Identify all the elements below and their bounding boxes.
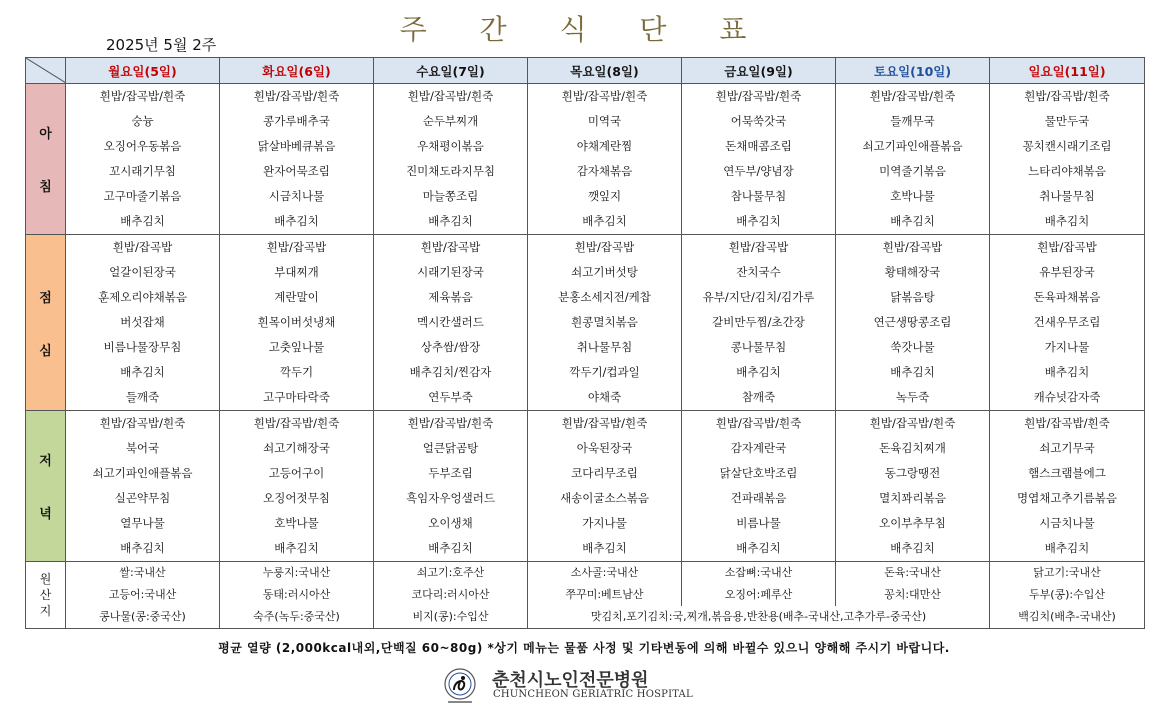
menu-item: 배추김치 — [736, 365, 781, 379]
menu-item: 돈육파채볶음 — [1033, 290, 1101, 304]
menu-item: 감자계란국 — [730, 441, 787, 455]
menu-item: 어묵쑥갓국 — [730, 114, 787, 128]
menu-item: 흰밥/잡곡밥 — [112, 240, 173, 254]
menu-item: 시금치나물 — [268, 189, 325, 203]
menu-item: 흰밥/잡곡밥/흰죽 — [1024, 89, 1110, 103]
day-header: 목요일(8일) — [528, 58, 682, 84]
menu-item: 고구마타락죽 — [263, 390, 330, 404]
menu-item: 들깨무국 — [890, 114, 935, 128]
menu-cell — [682, 411, 836, 562]
menu-item: 돈육김치찌개 — [879, 441, 946, 455]
menu-item: 배추김치 — [1044, 541, 1090, 555]
meal-label-top: 아 — [39, 127, 52, 142]
day-header: 일요일(11일) — [990, 58, 1145, 84]
menu-item: 오징어우동볶음 — [103, 139, 182, 153]
menu-item: 배추김치 — [274, 214, 319, 228]
menu-cell — [836, 411, 990, 562]
menu-item: 흰밥/잡곡밥 — [1037, 240, 1097, 254]
origin-cell: 비지(콩):수입산 — [374, 606, 528, 629]
menu-item: 깻잎지 — [587, 189, 622, 203]
week-label: 2025년 5월 2주 — [106, 36, 217, 54]
menu-item: 감자채볶음 — [576, 164, 633, 178]
menu-cell — [220, 411, 374, 562]
menu-item: 흰밥/잡곡밥/흰죽 — [561, 89, 648, 103]
menu-item: 두부조림 — [428, 466, 473, 480]
menu-item: 제육볶음 — [428, 290, 473, 304]
menu-cell — [374, 235, 528, 411]
menu-item: 멕시칸샐러드 — [417, 315, 484, 329]
menu-item: 깍두기 — [279, 365, 314, 379]
origin-cell: 코다리:러시아산 — [374, 584, 528, 606]
menu-item: 오이부추무침 — [879, 516, 946, 530]
menu-item: 쇠고기해장국 — [263, 441, 330, 455]
menu-item: 배추김치 — [890, 541, 935, 555]
menu-item: 호박나물 — [274, 516, 319, 530]
menu-item: 흰밥/잡곡밥 — [266, 240, 327, 254]
origin-cell: 소사골:국내산 — [528, 562, 682, 585]
menu-item: 새송이굴소스볶음 — [560, 491, 649, 505]
menu-item: 실곤약무침 — [114, 491, 171, 505]
day-header-row — [26, 58, 1145, 84]
menu-item: 시금치나물 — [1039, 516, 1095, 530]
menu-item: 흰밥/잡곡밥/흰죽 — [715, 416, 802, 430]
meal-label — [26, 84, 66, 235]
menu-item: 야채죽 — [587, 390, 622, 404]
menu-item: 흰밥/잡곡밥/흰죽 — [561, 416, 648, 430]
menu-item: 햄스크램블에그 — [1028, 466, 1106, 480]
menu-item: 배추김치 — [274, 541, 319, 555]
menu-cell — [682, 235, 836, 411]
origin-cell: 돈육:국내산 — [836, 562, 990, 585]
menu-item: 배추김치 — [736, 541, 781, 555]
menu-item: 흰밥/잡곡밥/흰죽 — [407, 89, 494, 103]
menu-item: 비름나물장무침 — [103, 340, 182, 354]
menu-item: 얼갈이된장국 — [109, 265, 176, 279]
menu-item: 흰밥/잡곡밥 — [882, 240, 943, 254]
menu-cell — [528, 411, 682, 562]
menu-item: 흰밥/잡곡밥 — [420, 240, 481, 254]
menu-item: 참나물무침 — [730, 189, 787, 203]
menu-item: 배추김치 — [1044, 214, 1090, 228]
meal-label-top: 저 — [39, 454, 52, 469]
menu-item: 멸치꽈리볶음 — [879, 491, 946, 505]
menu-item: 깍두기/컵과일 — [569, 365, 640, 379]
menu-item: 배추김치 — [428, 214, 473, 228]
day-header: 화요일(6일) — [220, 58, 374, 84]
origin-cell: 꽁치:대만산 — [836, 584, 990, 606]
meal-label-bottom: 침 — [39, 180, 52, 195]
menu-item: 느타리야채볶음 — [1028, 164, 1106, 178]
menu-cell — [374, 84, 528, 235]
menu-item: 순두부찌개 — [422, 114, 479, 128]
menu-item: 흰목이버섯냉채 — [257, 315, 336, 329]
menu-item: 부대찌개 — [274, 265, 319, 279]
menu-item: 연두부/양념장 — [723, 164, 794, 178]
menu-item: 오징어젓무침 — [263, 491, 330, 505]
menu-item: 흰밥/잡곡밥/흰죽 — [869, 416, 956, 430]
menu-item: 배추김치 — [428, 541, 473, 555]
origin-label-char: 산 — [39, 588, 52, 602]
menu-item: 흰밥/잡곡밥/흰죽 — [99, 416, 186, 430]
menu-item: 상추쌈/쌈장 — [420, 340, 481, 354]
origin-cell: 소잡뼈:국내산 — [682, 562, 836, 585]
menu-item: 콩나물무침 — [730, 340, 787, 354]
menu-item: 잔치국수 — [736, 265, 781, 279]
meal-label-bottom: 녁 — [39, 507, 52, 522]
meal-label-bottom: 심 — [39, 343, 52, 359]
menu-item: 열무나물 — [120, 516, 165, 530]
menu-item: 고구마줄기볶음 — [103, 189, 182, 203]
menu-item: 흰밥/잡곡밥/흰죽 — [253, 89, 340, 103]
menu-item: 미역국 — [587, 114, 622, 128]
page-title: 주 간 식 단 표 — [399, 13, 769, 46]
menu-item: 쇠고기무국 — [1039, 441, 1095, 455]
menu-item: 황태해장국 — [884, 265, 941, 279]
menu-item: 배추김치 — [582, 541, 627, 555]
menu-item: 시래기된장국 — [417, 265, 484, 279]
menu-item: 북어국 — [125, 441, 160, 455]
menu-item: 돈채매콤조림 — [725, 139, 792, 153]
menu-item: 명엽채고추기름볶음 — [1017, 491, 1117, 505]
menu-cell — [374, 411, 528, 562]
menu-item: 연두부죽 — [428, 390, 473, 404]
menu-item: 물만두국 — [1044, 114, 1090, 128]
menu-item: 동그랑땡전 — [884, 466, 941, 480]
meal-label — [26, 411, 66, 562]
menu-item: 꼬시래기무침 — [109, 164, 176, 178]
menu-item: 배추김치 — [736, 214, 781, 228]
day-header: 금요일(9일) — [682, 58, 836, 84]
origin-cell: 쇠고기:호주산 — [374, 562, 528, 585]
origin-cell: 닭고기:국내산 — [990, 562, 1145, 585]
meal-label — [26, 235, 66, 411]
menu-item: 배추김치 — [120, 541, 165, 555]
menu-item: 캐슈넛감자죽 — [1033, 390, 1101, 404]
menu-item: 흰밥/잡곡밥/흰죽 — [715, 89, 802, 103]
calorie-note: 평균 열량 (2,000kcal내외,단백질 60~80g) *상기 메뉴는 물품 사정 및 기타변동에 의해 바뀔수 있으니 양해해 주시기 바랍니다. — [218, 641, 950, 655]
menu-item: 닭살단호박조림 — [719, 466, 798, 480]
menu-item: 숭늉 — [131, 114, 154, 128]
origin-row — [26, 562, 1145, 585]
menu-item: 훈제오리야채볶음 — [98, 290, 187, 304]
origin-cell: 쭈꾸미:베트남산 — [528, 584, 682, 606]
menu-item: 꽁치캔시래기조림 — [1022, 139, 1112, 153]
menu-cell — [66, 235, 220, 411]
menu-cell — [682, 84, 836, 235]
menu-item: 건새우무조림 — [1033, 315, 1101, 329]
menu-item: 들깨죽 — [125, 390, 160, 404]
menu-item: 흰콩멸치볶음 — [571, 315, 638, 329]
menu-item: 유부/지단/김치/김가루 — [702, 290, 815, 304]
menu-item: 흰밥/잡곡밥/흰죽 — [407, 416, 494, 430]
menu-item: 계란말이 — [274, 290, 319, 304]
menu-cell — [836, 235, 990, 411]
menu-item: 코다리무조림 — [571, 466, 638, 480]
menu-item: 닭살바베큐볶음 — [257, 139, 336, 153]
hospital-name-korean: 춘천시노인전문병원 — [492, 670, 649, 691]
menu-item: 쑥갓나물 — [890, 340, 935, 354]
corner-cell — [26, 58, 66, 84]
origin-cell: 고등어:국내산 — [66, 584, 220, 606]
meal-label-top: 점 — [39, 290, 52, 306]
menu-cell — [66, 84, 220, 235]
origin-label-char: 지 — [39, 604, 52, 618]
menu-item: 취나물무침 — [576, 340, 633, 354]
menu-item: 야채계란찜 — [576, 139, 633, 153]
menu-item: 고등어구이 — [268, 466, 325, 480]
menu-item: 비름나물 — [736, 516, 781, 530]
menu-cell — [66, 411, 220, 562]
hospital-name-english: CHUNCHEON GERIATRIC HOSPITAL — [493, 689, 693, 700]
origin-cell: 쌀:국내산 — [66, 562, 220, 585]
day-header: 토요일(10일) — [836, 58, 990, 84]
menu-item: 쇠고기파인애플볶음 — [862, 139, 963, 153]
menu-item: 배추김치 — [120, 365, 165, 379]
origin-cell: 두부(콩):수입산 — [990, 584, 1145, 606]
menu-cell — [528, 235, 682, 411]
menu-item: 녹두죽 — [895, 390, 930, 404]
menu-item: 진미채도라지무침 — [406, 164, 495, 178]
origin-cell: 오징어:페루산 — [682, 584, 836, 606]
menu-cell — [990, 235, 1145, 411]
menu-item: 콩가루배추국 — [263, 114, 330, 128]
menu-item: 흰밥/잡곡밥/흰죽 — [869, 89, 956, 103]
day-header: 수요일(7일) — [374, 58, 528, 84]
menu-item: 호박나물 — [890, 189, 935, 203]
menu-item: 흰밥/잡곡밥/흰죽 — [253, 416, 340, 430]
menu-item: 흰밥/잡곡밥/흰죽 — [1024, 416, 1110, 430]
origin-cell: 콩나물(콩:중국산) — [66, 606, 220, 629]
menu-cell — [990, 84, 1145, 235]
menu-item: 마늘쫑조림 — [422, 189, 479, 203]
menu-cell — [220, 84, 374, 235]
origin-cell: 동태:러시아산 — [220, 584, 374, 606]
origin-row — [26, 606, 1145, 629]
menu-cell — [220, 235, 374, 411]
menu-item: 분홍소세지전/케찹 — [558, 290, 651, 304]
menu-cell — [528, 84, 682, 235]
menu-item: 아욱된장국 — [576, 441, 633, 455]
menu-item: 흰밥/잡곡밥 — [728, 240, 789, 254]
hospital-logo-icon — [440, 666, 480, 706]
menu-item: 버섯잡채 — [120, 315, 165, 329]
menu-item: 쇠고기파인애플볶음 — [92, 466, 193, 480]
menu-item: 배추김치 — [1044, 365, 1090, 379]
origin-cell: 숙주(녹두:중국산) — [220, 606, 374, 629]
menu-item: 얼큰닭곰탕 — [422, 441, 479, 455]
menu-item: 갈비만두찜/초간장 — [712, 315, 805, 329]
menu-item: 쇠고기버섯탕 — [571, 265, 638, 279]
menu-cell — [990, 411, 1145, 562]
menu-item: 배추김치 — [890, 365, 935, 379]
menu-item: 닭볶음탕 — [890, 290, 935, 304]
menu-item: 미역줄기볶음 — [879, 164, 946, 178]
menu-table — [25, 57, 1145, 629]
origin-cell: 누룽지:국내산 — [220, 562, 374, 585]
menu-item: 취나물무침 — [1039, 189, 1095, 203]
origin-label — [26, 562, 66, 629]
menu-item: 배추김치/찐감자 — [409, 365, 492, 379]
diagonal-line — [26, 58, 66, 83]
origin-cell: 맛김치,포기김치:국,찌개,볶음용,반찬용(배추-국내산,고추가루-중국산) — [528, 606, 990, 629]
menu-item: 건파래볶음 — [730, 491, 787, 505]
menu-item: 흑임자우엉샐러드 — [406, 491, 495, 505]
menu-item: 참깨죽 — [741, 390, 776, 404]
menu-item: 가지나물 — [1044, 340, 1090, 354]
origin-row — [26, 584, 1145, 606]
menu-item: 고춧잎나물 — [268, 340, 325, 354]
origin-cell: 백김치(배추-국내산) — [990, 606, 1145, 629]
menu-item: 흰밥/잡곡밥/흰죽 — [99, 89, 186, 103]
menu-item: 우채평이볶음 — [417, 139, 484, 153]
menu-item: 흰밥/잡곡밥 — [574, 240, 635, 254]
menu-item: 배추김치 — [582, 214, 627, 228]
meal-row — [26, 84, 1145, 235]
day-header: 월요일(5일) — [66, 58, 220, 84]
menu-item: 배추김치 — [890, 214, 935, 228]
menu-item: 오이생채 — [428, 516, 473, 530]
menu-item: 배추김치 — [120, 214, 165, 228]
menu-item: 완자어묵조림 — [263, 164, 330, 178]
menu-item: 연근생땅콩조림 — [873, 315, 952, 329]
origin-label-char: 원 — [39, 572, 52, 586]
menu-item: 가지나물 — [582, 516, 627, 530]
meal-row — [26, 235, 1145, 411]
meal-row — [26, 411, 1145, 562]
menu-cell — [836, 84, 990, 235]
menu-item: 유부된장국 — [1039, 265, 1095, 279]
